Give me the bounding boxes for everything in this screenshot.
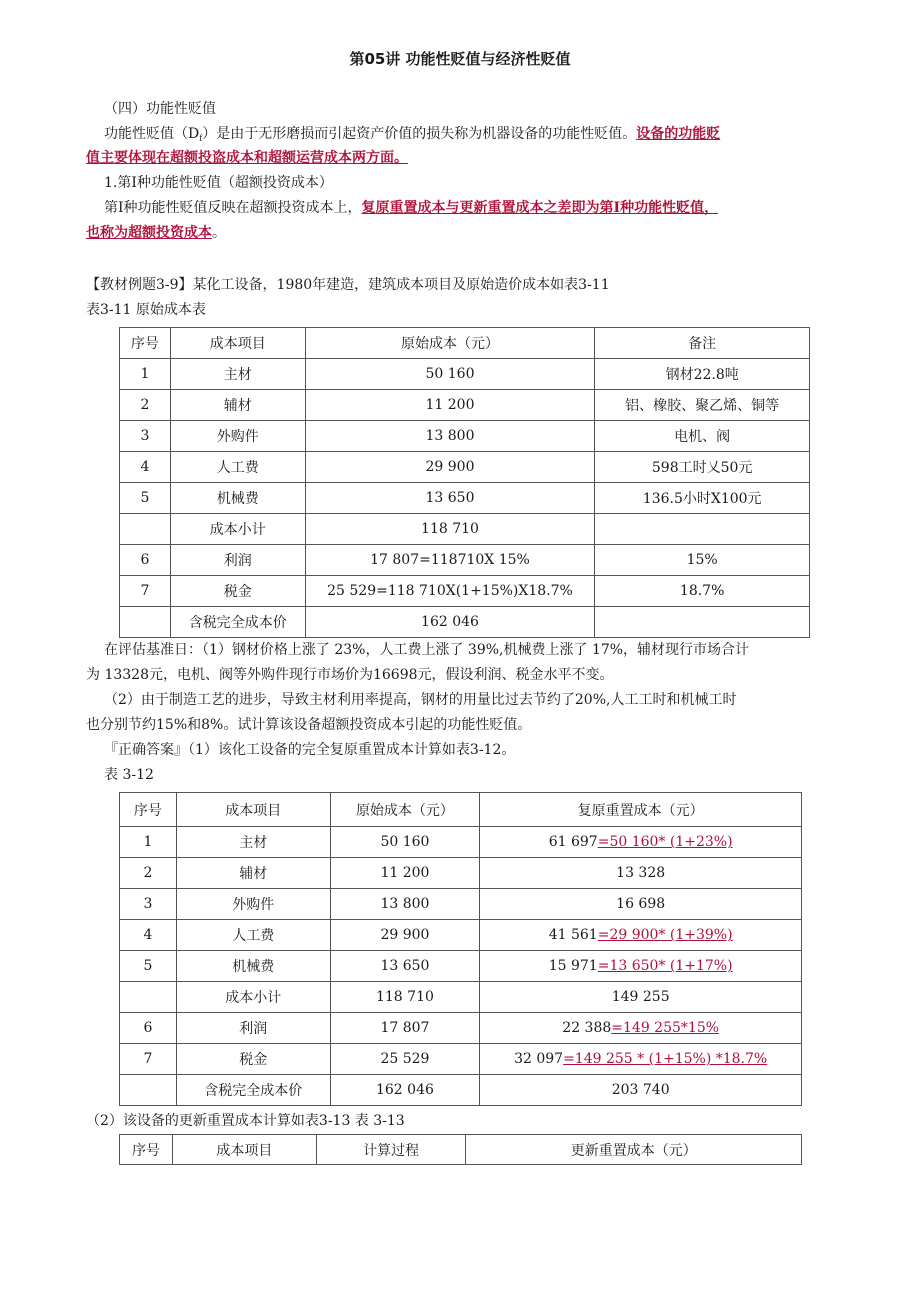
emphasis-text: 复原重置成本与更新重置成本之差即为第I种功能性贬值， — [361, 200, 719, 216]
table-header-row: 序号 成本项目 原始成本（元） 备注 — [120, 328, 810, 359]
table-row: 含税完全成本价 162 046 203 740 — [120, 1075, 802, 1106]
table-row: 7 税金 25 529=118 710X(1+15%)X18.7% 18.7% — [120, 576, 810, 607]
page-title: 第05讲 功能性贬值与经济性贬值 — [349, 50, 571, 68]
table-row: 6 利润 17 807=118710X 15% 15% — [120, 545, 810, 576]
table-row: 7 税金 25 529 32 097=149 255 * (1+15%) *18.7% — [120, 1044, 802, 1075]
table-row: 2 辅材 11 200 13 328 — [120, 858, 802, 889]
emphasis-text: 设备的功能贬 — [636, 126, 721, 142]
table-row: 含税完全成本价 162 046 — [120, 607, 810, 638]
table-row: 3 外购件 13 800 16 698 — [120, 889, 802, 920]
formula-text: =29 900* (1+39%) — [597, 927, 733, 943]
formula-text: =149 255*15% — [611, 1020, 720, 1036]
definition-paragraph: 功能性贬值$(D_f)$是由于无形磨损而引起资产价值的损失称为机器设备的功能性贬值。设备的功能贬 — [104, 126, 721, 143]
renew-paragraph: （2）该设备的更新重置成本计算如表3-13 表 3-13 — [86, 1113, 405, 1129]
section-heading: （四）功能性贬值 — [104, 101, 216, 117]
table-row: 成本小计 118 710 — [120, 514, 810, 545]
table-row: 4 人工费 29 900 41 561=29 900* (1+39%) — [120, 920, 802, 951]
table-row: 1 主材 50 160 61 697=50 160* (1+23%) — [120, 827, 802, 858]
table-row: 5 机械费 13 650 15 971=13 650* (1+17%) — [120, 951, 802, 982]
emphasis-text: 也称为超额投资成本 — [86, 225, 212, 241]
formula-text: =50 160* (1+23%) — [597, 834, 733, 850]
answer-paragraph: 『正确答案』（1）该化工设备的完全复原重置成本计算如表3-12。 — [104, 742, 516, 758]
condition-paragraph: （2）由于制造工艺的进步，导致主材利用率提高，钢材的用量比过去节约了20%,人工工时和机械工时 — [104, 692, 737, 708]
example-intro: 【教材例题3-9】某化工设备，1980年建造，建筑成本项目及原始造价成本如表3-11 — [86, 277, 610, 293]
table-row: 成本小计 118 710 149 255 — [120, 982, 802, 1013]
table-row: 1 主材 50 160 钢材22.8吨 — [120, 359, 810, 390]
table-header-row: 序号 成本项目 原始成本（元） 复原重置成本（元） — [120, 793, 802, 827]
table-row: 5 机械费 13 650 136.5小时X100元 — [120, 483, 810, 514]
table-caption: 表3-11 原始成本表 — [86, 302, 206, 318]
condition-paragraph: 在评估基准日：（1）钢材价格上涨了 23%，人工费上涨了 39%,机械费上涨了 17%，辅材现行市场合计 — [104, 642, 750, 658]
table-row: 3 外购件 13 800 电机、阀 — [120, 421, 810, 452]
formula-text: =149 255 * (1+15%) *18.7% — [563, 1051, 768, 1067]
formula-text: =13 650* (1+17%) — [597, 958, 733, 974]
emphasis-text: 值主要体现在超额投盗成本和超额运营成本两方面。 — [86, 150, 408, 166]
table-3-12 — [119, 792, 802, 1106]
subsection-heading: 1.第I种功能性贬值（超额投资成本） — [104, 175, 333, 191]
table-row: 2 辅材 11 200 铝、橡胶、聚乙烯、铜等 — [120, 390, 810, 421]
subsection-paragraph: 第I种功能性贬值反映在超额投资成本上，复原重置成本与更新重置成本之差即为第I种功能性贬值， — [104, 200, 719, 216]
table-caption: 表 3-12 — [104, 767, 154, 783]
table-header-row: 序号 成本项目 计算过程 更新重置成本（元） — [120, 1135, 802, 1165]
table-3-11 — [119, 327, 810, 638]
table-row: 4 人工费 29 900 598工时乂50元 — [120, 452, 810, 483]
table-row: 6 利润 17 807 22 388=149 255*15% — [120, 1013, 802, 1044]
table-3-13 — [119, 1134, 802, 1165]
